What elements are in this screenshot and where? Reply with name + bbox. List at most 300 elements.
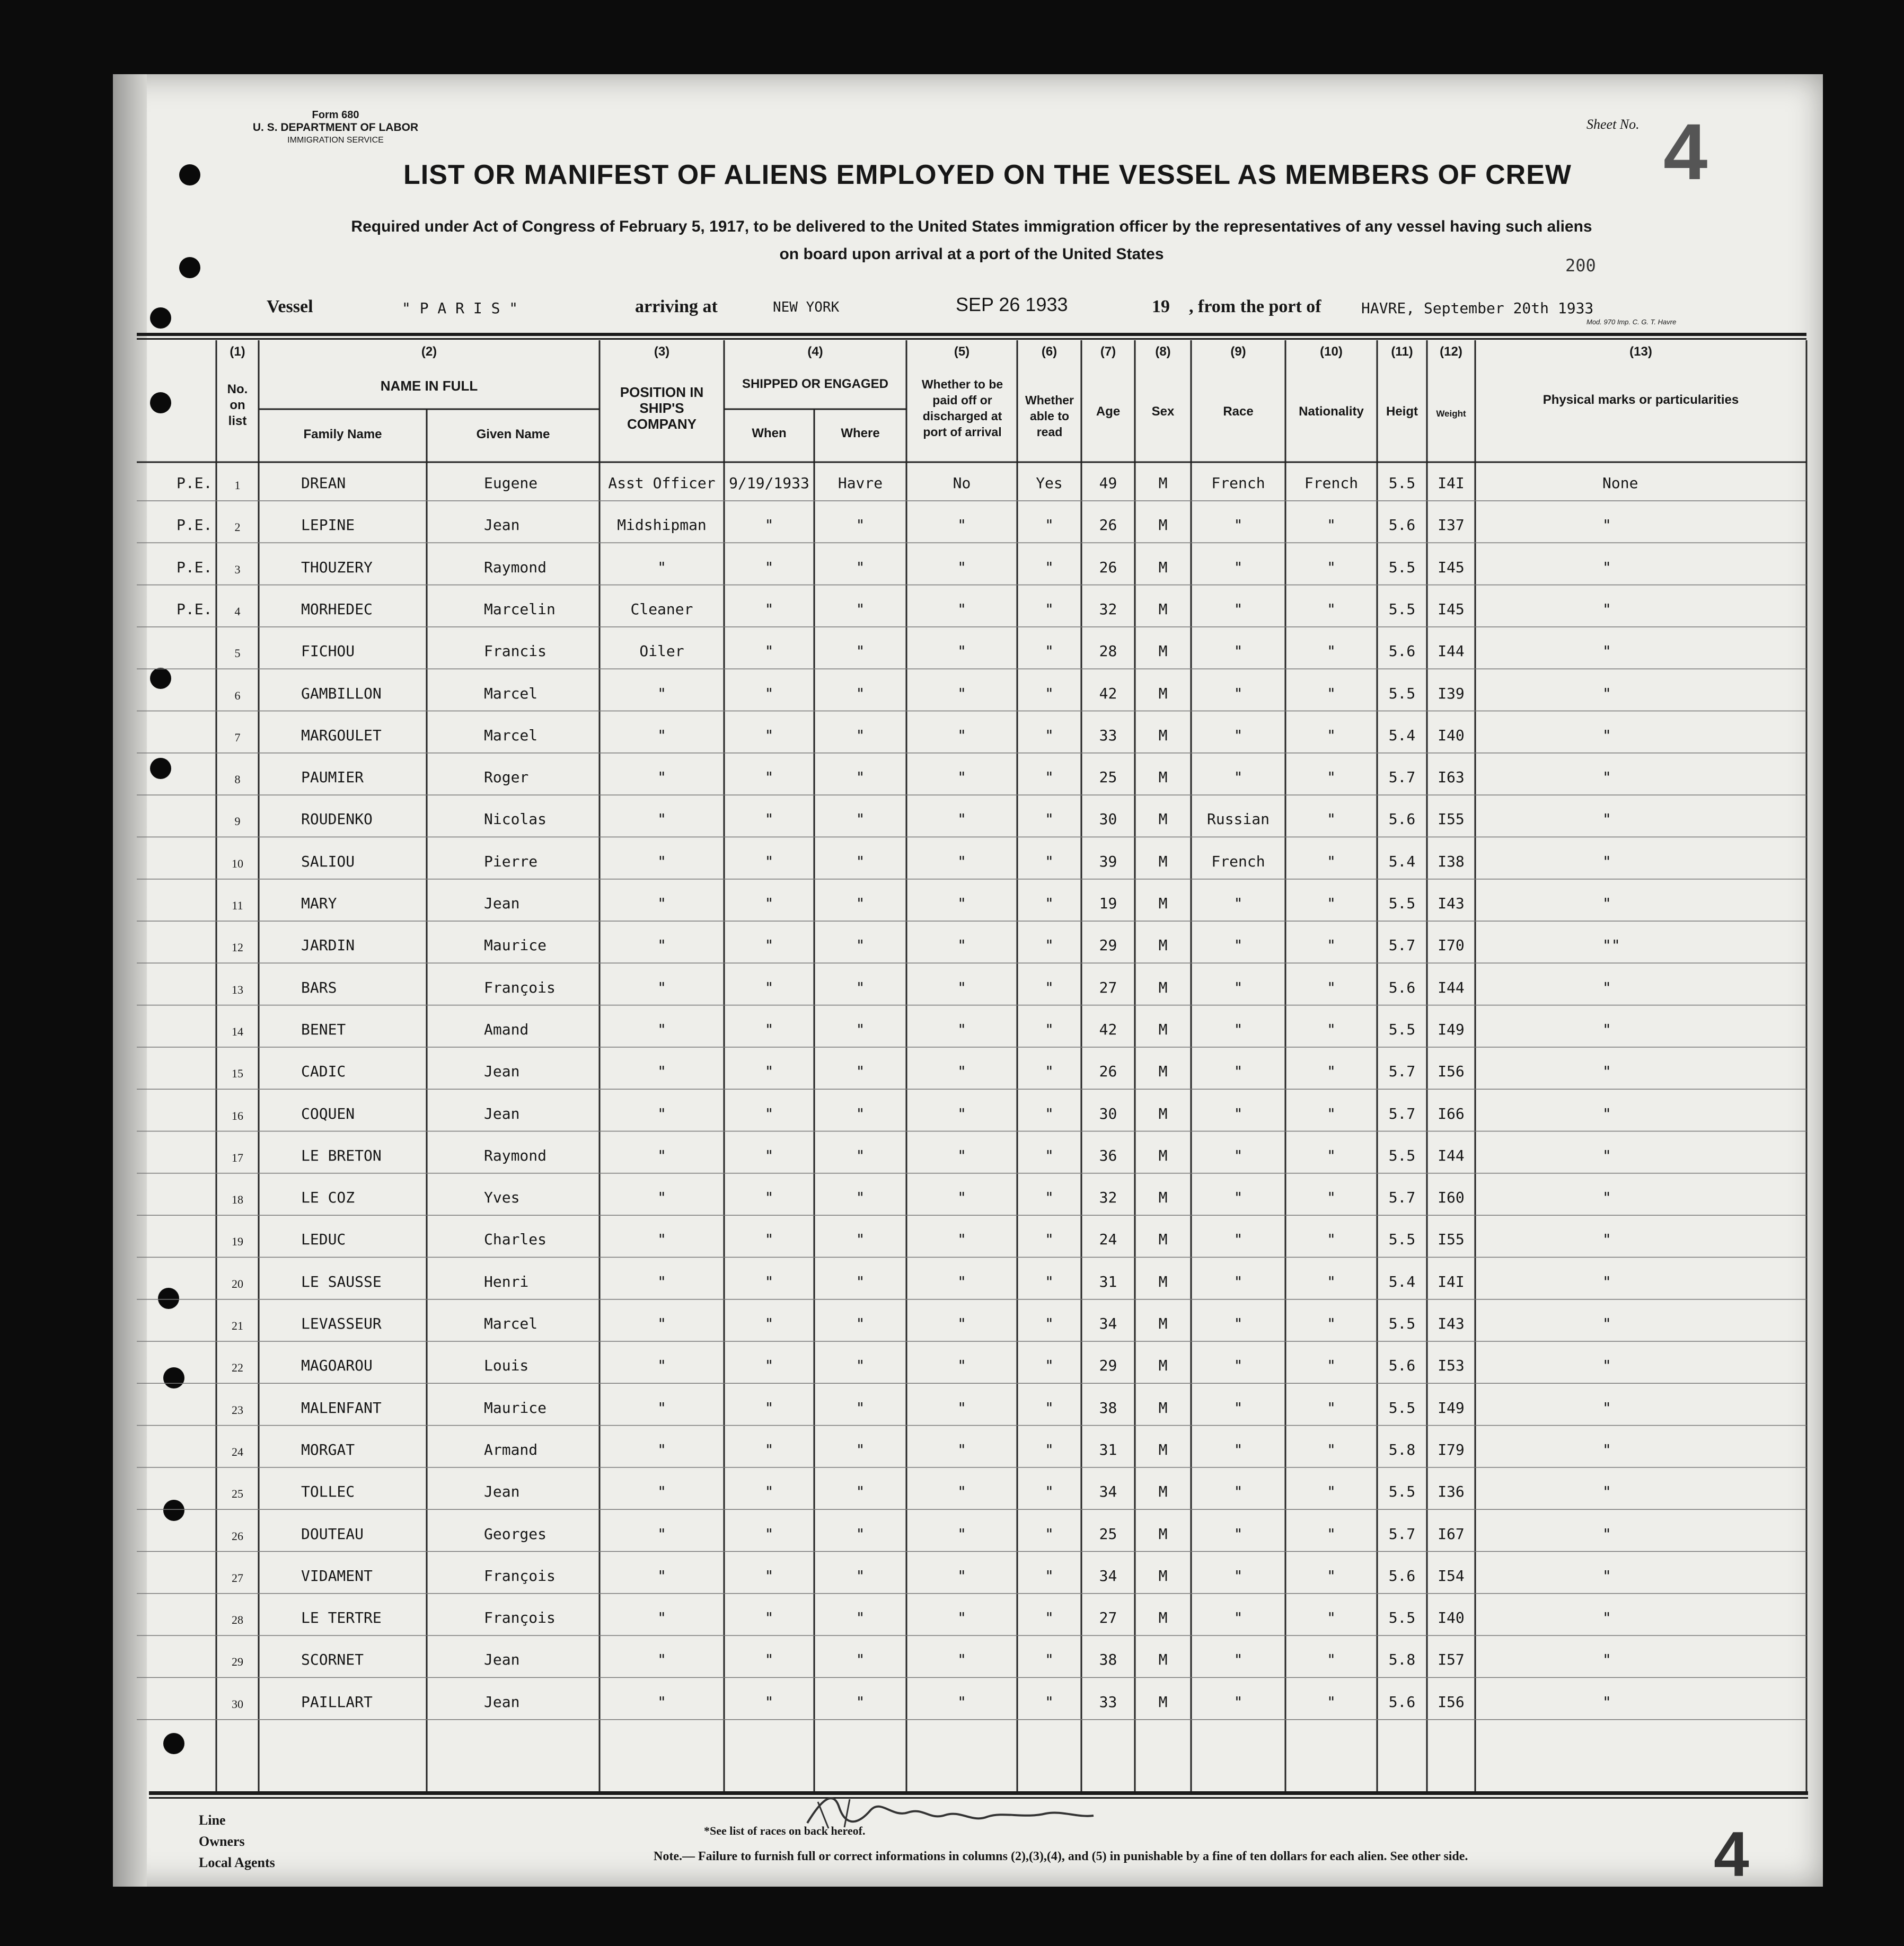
- year-label: 19: [1152, 297, 1170, 316]
- col5-header: Whether to be paid off or discharged at port of arrival: [921, 377, 1003, 439]
- physical-marks-cell: ": [1602, 1063, 1611, 1081]
- physical-marks-cell: ": [1602, 642, 1611, 660]
- col12-number: (12): [1440, 344, 1462, 359]
- col11-number: (11): [1391, 344, 1413, 359]
- position-cell: ": [657, 1063, 666, 1081]
- shipped-when-cell: ": [764, 1651, 774, 1669]
- row-number: 20: [232, 1277, 243, 1290]
- race-cell: ": [1233, 1063, 1243, 1081]
- physical-marks-cell: ": [1602, 1357, 1611, 1375]
- physical-marks-cell: ": [1602, 684, 1611, 702]
- able-to-read-cell: ": [1045, 1357, 1054, 1375]
- weight-cell: I53: [1438, 1357, 1465, 1375]
- mod-line: Mod. 970 Imp. C. G. T. Havre: [1586, 318, 1677, 326]
- paid-off-cell: ": [957, 642, 966, 660]
- subtitle-line-1: Required under Act of Congress of February 5, 1917, to be delivered to the United States immigration officer by the representatives of any vessel having such aliens: [351, 218, 1592, 235]
- arrival-date-stamp: SEP 26 1933: [956, 294, 1068, 315]
- sex-cell: M: [1158, 768, 1168, 786]
- race-cell: ": [1233, 895, 1243, 912]
- nationality-cell: ": [1327, 1483, 1336, 1501]
- able-to-read-cell: ": [1045, 1315, 1054, 1332]
- row-number: 9: [234, 815, 241, 828]
- shipped-when-cell: ": [764, 1104, 774, 1122]
- physical-marks-cell: ": [1602, 768, 1611, 786]
- physical-marks-cell: ": [1602, 852, 1611, 870]
- paid-off-cell: ": [957, 1693, 966, 1711]
- paid-off-cell: ": [957, 1063, 966, 1081]
- family-name-cell: PAUMIER: [301, 768, 364, 786]
- shipped-where-cell: ": [856, 684, 865, 702]
- col6-number: (6): [1041, 344, 1057, 359]
- shipped-when-cell: ": [764, 1063, 774, 1081]
- shipped-when-cell: ": [764, 1440, 774, 1458]
- sex-cell: M: [1158, 1525, 1168, 1543]
- pe-mark: P.E.: [177, 600, 213, 618]
- age-cell: 34: [1099, 1483, 1117, 1501]
- age-cell: 32: [1099, 600, 1117, 618]
- able-to-read-cell: ": [1045, 810, 1054, 828]
- position-cell: ": [657, 1440, 666, 1458]
- given-name-cell: Pierre: [484, 852, 538, 870]
- weight-cell: I63: [1438, 768, 1465, 786]
- height-cell: 5.6: [1388, 516, 1416, 534]
- shipped-when-cell: ": [764, 1357, 774, 1375]
- paid-off-cell: ": [957, 1440, 966, 1458]
- physical-marks-cell: "": [1602, 936, 1620, 954]
- able-to-read-cell: ": [1045, 516, 1054, 534]
- shipped-where-cell: ": [856, 1567, 865, 1585]
- sex-cell: M: [1158, 642, 1168, 660]
- row-number: 1: [234, 479, 241, 492]
- position-cell: ": [657, 1189, 666, 1207]
- family-name-cell: BENET: [301, 1020, 346, 1038]
- race-cell: ": [1233, 1525, 1243, 1543]
- paid-off-cell: ": [957, 1231, 966, 1249]
- shipped-where-cell: ": [856, 726, 865, 744]
- nationality-cell: ": [1327, 1104, 1336, 1122]
- position-cell: ": [657, 726, 666, 744]
- paid-off-cell: No: [953, 474, 971, 492]
- race-cell: ": [1233, 1693, 1243, 1711]
- shipped-where-cell: ": [856, 1651, 865, 1669]
- height-cell: 5.5: [1388, 1231, 1416, 1249]
- shipped-when-cell: ": [764, 1567, 774, 1585]
- family-name-cell: LEDUC: [301, 1231, 346, 1249]
- family-name-cell: LEPINE: [301, 516, 355, 534]
- shipped-where-cell: ": [856, 1440, 865, 1458]
- given-name-cell: Raymond: [484, 558, 547, 576]
- family-name-cell: MARGOULET: [301, 726, 382, 744]
- family-name-cell: SCORNET: [301, 1651, 364, 1669]
- family-name-cell: BARS: [301, 978, 337, 996]
- manifest-title: LIST OR MANIFEST OF ALIENS EMPLOYED ON THE VESSEL AS MEMBERS OF CREW: [403, 160, 1572, 190]
- able-to-read-cell: ": [1045, 768, 1054, 786]
- age-cell: 31: [1099, 1272, 1117, 1290]
- nationality-cell: ": [1327, 978, 1336, 996]
- age-cell: 27: [1099, 978, 1117, 996]
- weight-cell: I56: [1438, 1693, 1465, 1711]
- given-name-cell: Louis: [484, 1357, 529, 1375]
- row-number: 15: [232, 1067, 243, 1081]
- paid-off-cell: ": [957, 1525, 966, 1543]
- race-cell: ": [1233, 642, 1243, 660]
- family-name-cell: JARDIN: [301, 936, 355, 954]
- physical-marks-cell: ": [1602, 1651, 1611, 1669]
- paid-off-cell: ": [957, 1020, 966, 1038]
- shipped-when-cell: ": [764, 810, 774, 828]
- able-to-read-cell: ": [1045, 1104, 1054, 1122]
- age-cell: 30: [1099, 1104, 1117, 1122]
- paid-off-cell: ": [957, 516, 966, 534]
- height-cell: 5.7: [1388, 1525, 1416, 1543]
- col11-header: Heigt: [1386, 404, 1418, 419]
- given-name-cell: Marcel: [484, 684, 538, 702]
- shipped-when-cell: ": [764, 1483, 774, 1501]
- races-note: *See list of races on back hereof.: [704, 1824, 866, 1837]
- physical-marks-cell: ": [1602, 1231, 1611, 1249]
- sex-cell: M: [1158, 600, 1168, 618]
- age-cell: 27: [1099, 1609, 1117, 1627]
- family-name-header: Family Name: [303, 427, 382, 441]
- given-name-cell: Georges: [484, 1525, 547, 1543]
- shipped-when-cell: ": [764, 1020, 774, 1038]
- vessel-name: " P A R I S ": [402, 299, 518, 317]
- nationality-cell: ": [1327, 726, 1336, 744]
- position-cell: ": [657, 1651, 666, 1669]
- nationality-cell: ": [1327, 558, 1336, 576]
- col12-header: Weight: [1436, 409, 1466, 419]
- given-name-cell: Maurice: [484, 936, 547, 954]
- age-cell: 26: [1099, 516, 1117, 534]
- given-name-cell: François: [484, 978, 556, 996]
- nationality-cell: ": [1327, 852, 1336, 870]
- able-to-read-cell: ": [1045, 1146, 1054, 1164]
- age-cell: 42: [1099, 1020, 1117, 1038]
- race-cell: ": [1233, 726, 1243, 744]
- given-name-cell: François: [484, 1567, 556, 1585]
- age-cell: 30: [1099, 810, 1117, 828]
- family-name-cell: ROUDENKO: [301, 810, 373, 828]
- row-number: 16: [232, 1109, 243, 1122]
- col3-number: (3): [654, 344, 670, 359]
- age-cell: 32: [1099, 1189, 1117, 1207]
- given-name-cell: François: [484, 1609, 556, 1627]
- position-cell: ": [657, 558, 666, 576]
- physical-marks-cell: ": [1602, 1315, 1611, 1332]
- sex-cell: M: [1158, 936, 1168, 954]
- shipped-when-cell: ": [764, 1399, 774, 1417]
- weight-cell: I79: [1438, 1440, 1465, 1458]
- local-agents-label: Local Agents: [199, 1855, 275, 1870]
- position-cell: Midshipman: [617, 516, 707, 534]
- service-name: IMMIGRATION SERVICE: [287, 136, 384, 145]
- penalty-note: Note.— Failure to furnish full or correct informations in columns (2),(3),(4), and (5) in punishable by a fine of ten dollars for each alien. See other side.: [654, 1850, 1468, 1863]
- position-cell: ": [657, 810, 666, 828]
- col7-number: (7): [1100, 344, 1116, 359]
- race-cell: French: [1211, 474, 1265, 492]
- able-to-read-cell: ": [1045, 936, 1054, 954]
- owners-label: Owners: [199, 1834, 245, 1849]
- nationality-cell: ": [1327, 600, 1336, 618]
- height-cell: 5.6: [1388, 978, 1416, 996]
- col2-number: (2): [421, 344, 437, 359]
- from-port: HAVRE, September 20th 1933: [1361, 299, 1594, 317]
- shipped-where-cell: ": [856, 1146, 865, 1164]
- family-name-cell: LE COZ: [301, 1189, 355, 1207]
- shipped-where-cell: ": [856, 895, 865, 912]
- position-cell: ": [657, 1357, 666, 1375]
- able-to-read-cell: ": [1045, 642, 1054, 660]
- paid-off-cell: ": [957, 1272, 966, 1290]
- family-name-cell: COQUEN: [301, 1104, 355, 1122]
- weight-cell: I36: [1438, 1483, 1465, 1501]
- col9-number: (9): [1230, 344, 1246, 359]
- shipped-where-cell: ": [856, 558, 865, 576]
- race-cell: French: [1211, 852, 1265, 870]
- sex-cell: M: [1158, 810, 1168, 828]
- physical-marks-cell: ": [1602, 1525, 1611, 1543]
- able-to-read-cell: ": [1045, 1272, 1054, 1290]
- paid-off-cell: ": [957, 978, 966, 996]
- form-number: Form 680: [312, 109, 359, 121]
- family-name-cell: SALIOU: [301, 852, 355, 870]
- height-cell: 5.5: [1388, 1609, 1416, 1627]
- subtitle-line-2: on board upon arrival at a port of the United States: [779, 245, 1164, 263]
- able-to-read-cell: ": [1045, 978, 1054, 996]
- col1-number: (1): [230, 344, 245, 359]
- row-number: 10: [232, 856, 243, 870]
- physical-marks-cell: ": [1602, 1693, 1611, 1711]
- given-name-cell: Jean: [484, 1104, 520, 1122]
- weight-cell: I44: [1438, 978, 1465, 996]
- given-name-cell: Amand: [484, 1020, 529, 1038]
- paid-off-cell: ": [957, 558, 966, 576]
- row-number: 21: [232, 1319, 243, 1332]
- weight-cell: I45: [1438, 600, 1465, 618]
- paid-off-cell: ": [957, 895, 966, 912]
- age-cell: 24: [1099, 1231, 1117, 1249]
- sex-cell: M: [1158, 1146, 1168, 1164]
- shipped-when-cell: ": [764, 516, 774, 534]
- row-number: 24: [232, 1445, 243, 1458]
- position-cell: ": [657, 1399, 666, 1417]
- row-number: 23: [232, 1403, 243, 1417]
- position-cell: Oiler: [639, 642, 684, 660]
- paid-off-cell: ": [957, 1609, 966, 1627]
- family-name-cell: TOLLEC: [301, 1483, 355, 1501]
- able-to-read-cell: ": [1045, 726, 1054, 744]
- row-number: 2: [234, 520, 241, 534]
- able-to-read-cell: ": [1045, 1693, 1054, 1711]
- able-to-read-cell: ": [1045, 1189, 1054, 1207]
- officer-signature: [802, 1791, 1099, 1834]
- nationality-cell: ": [1327, 1272, 1336, 1290]
- row-number: 28: [232, 1613, 243, 1627]
- position-cell: ": [657, 684, 666, 702]
- paid-off-cell: ": [957, 1104, 966, 1122]
- paid-off-cell: ": [957, 1315, 966, 1332]
- age-cell: 26: [1099, 558, 1117, 576]
- row-number: 14: [232, 1024, 243, 1038]
- row-number: 7: [234, 730, 241, 744]
- physical-marks-cell: ": [1602, 726, 1611, 744]
- shipped-where-cell: ": [856, 1693, 865, 1711]
- position-cell: ": [657, 936, 666, 954]
- given-name-cell: Jean: [484, 1693, 520, 1711]
- weight-cell: I70: [1438, 936, 1465, 954]
- row-number: 26: [232, 1529, 243, 1543]
- age-cell: 26: [1099, 1063, 1117, 1081]
- age-cell: 34: [1099, 1315, 1117, 1332]
- sex-cell: M: [1158, 895, 1168, 912]
- position-cell: Cleaner: [630, 600, 693, 618]
- position-cell: ": [657, 1567, 666, 1585]
- sex-cell: M: [1158, 978, 1168, 996]
- weight-cell: I44: [1438, 1146, 1465, 1164]
- given-name-cell: Charles: [484, 1231, 547, 1249]
- shipped-when-cell: ": [764, 1272, 774, 1290]
- nationality-cell: ": [1327, 768, 1336, 786]
- position-cell: ": [657, 852, 666, 870]
- position-cell: ": [657, 1693, 666, 1711]
- pe-mark: P.E.: [177, 558, 213, 576]
- height-cell: 5.6: [1388, 810, 1416, 828]
- col13-header: Physical marks or particularities: [1542, 393, 1739, 407]
- family-name-cell: MAGOAROU: [301, 1357, 373, 1375]
- stamp-number: 200: [1565, 255, 1596, 276]
- able-to-read-cell: ": [1045, 852, 1054, 870]
- nationality-cell: ": [1327, 684, 1336, 702]
- weight-cell: I43: [1438, 895, 1465, 912]
- family-name-cell: MALENFANT: [301, 1399, 382, 1417]
- paid-off-cell: ": [957, 768, 966, 786]
- able-to-read-cell: ": [1045, 1567, 1054, 1585]
- nationality-cell: ": [1327, 1399, 1336, 1417]
- weight-cell: I49: [1438, 1020, 1465, 1038]
- nationality-cell: ": [1327, 810, 1336, 828]
- pe-mark: P.E.: [177, 474, 213, 492]
- shipped-where-cell: Havre: [838, 474, 883, 492]
- weight-cell: I55: [1438, 810, 1465, 828]
- paid-off-cell: ": [957, 810, 966, 828]
- family-name-cell: DREAN: [301, 474, 346, 492]
- given-name-cell: Raymond: [484, 1146, 547, 1164]
- physical-marks-cell: ": [1602, 1272, 1611, 1290]
- crew-rows: [113, 74, 1823, 1887]
- height-cell: 5.7: [1388, 768, 1416, 786]
- family-name-cell: GAMBILLON: [301, 684, 382, 702]
- family-name-cell: DOUTEAU: [301, 1525, 364, 1543]
- arriving-label: arriving at: [635, 297, 718, 316]
- sex-cell: M: [1158, 1567, 1168, 1585]
- given-name-cell: Eugene: [484, 474, 538, 492]
- sex-cell: M: [1158, 1020, 1168, 1038]
- position-cell: ": [657, 1609, 666, 1627]
- height-cell: 5.5: [1388, 895, 1416, 912]
- given-name-header: Given Name: [476, 427, 550, 441]
- race-cell: ": [1233, 1567, 1243, 1585]
- paid-off-cell: ": [957, 1567, 966, 1585]
- sex-cell: M: [1158, 1189, 1168, 1207]
- row-number: 11: [232, 899, 243, 912]
- paid-off-cell: ": [957, 1189, 966, 1207]
- race-cell: ": [1233, 978, 1243, 996]
- given-name-cell: Jean: [484, 1651, 520, 1669]
- sex-cell: M: [1158, 1651, 1168, 1669]
- position-cell: ": [657, 978, 666, 996]
- height-cell: 5.7: [1388, 1104, 1416, 1122]
- position-cell: ": [657, 1272, 666, 1290]
- race-cell: ": [1233, 1399, 1243, 1417]
- nationality-cell: ": [1327, 1063, 1336, 1081]
- able-to-read-cell: ": [1045, 895, 1054, 912]
- row-number: 19: [232, 1235, 243, 1249]
- physical-marks-cell: ": [1602, 1440, 1611, 1458]
- row-number: 13: [232, 983, 243, 996]
- shipped-where-cell: ": [856, 1063, 865, 1081]
- nationality-cell: ": [1327, 1146, 1336, 1164]
- age-cell: 34: [1099, 1567, 1117, 1585]
- shipped-when-cell: ": [764, 1609, 774, 1627]
- race-cell: ": [1233, 936, 1243, 954]
- shipped-where-cell: ": [856, 1315, 865, 1332]
- age-cell: 38: [1099, 1399, 1117, 1417]
- shipped-when-cell: ": [764, 1315, 774, 1332]
- row-number: 6: [234, 688, 241, 702]
- position-cell: ": [657, 768, 666, 786]
- col4-header: SHIPPED OR ENGAGED: [742, 377, 889, 391]
- given-name-cell: Francis: [484, 642, 547, 660]
- row-number: 4: [234, 604, 241, 618]
- physical-marks-cell: ": [1602, 1567, 1611, 1585]
- physical-marks-cell: ": [1602, 895, 1611, 912]
- vessel-label: Vessel: [267, 297, 313, 316]
- row-number: 29: [232, 1655, 243, 1669]
- shipped-when-cell: ": [764, 642, 774, 660]
- weight-cell: I49: [1438, 1399, 1465, 1417]
- weight-cell: I40: [1438, 1609, 1465, 1627]
- sex-cell: M: [1158, 852, 1168, 870]
- position-cell: ": [657, 1315, 666, 1332]
- row-number: 5: [234, 647, 241, 660]
- shipped-where-cell: ": [856, 852, 865, 870]
- position-cell: ": [657, 895, 666, 912]
- position-cell: ": [657, 1231, 666, 1249]
- sheet-label: Sheet No.: [1586, 117, 1639, 132]
- race-cell: ": [1233, 768, 1243, 786]
- paid-off-cell: ": [957, 1483, 966, 1501]
- shipped-where-cell: ": [856, 600, 865, 618]
- row-number: 17: [232, 1151, 243, 1164]
- physical-marks-cell: ": [1602, 558, 1611, 576]
- height-cell: 5.5: [1388, 1315, 1416, 1332]
- height-cell: 5.6: [1388, 1567, 1416, 1585]
- able-to-read-cell: ": [1045, 1483, 1054, 1501]
- shipped-when-cell: ": [764, 1146, 774, 1164]
- height-cell: 5.4: [1388, 1272, 1416, 1290]
- col5-number: (5): [954, 344, 970, 359]
- weight-cell: I37: [1438, 516, 1465, 534]
- shipped-where-cell: ": [856, 810, 865, 828]
- family-name-cell: CADIC: [301, 1063, 346, 1081]
- weight-cell: I4I: [1438, 1272, 1465, 1290]
- physical-marks-cell: ": [1602, 516, 1611, 534]
- position-cell: ": [657, 1104, 666, 1122]
- physical-marks-cell: ": [1602, 1189, 1611, 1207]
- height-cell: 5.8: [1388, 1651, 1416, 1669]
- weight-cell: I45: [1438, 558, 1465, 576]
- shipped-when-cell: ": [764, 1231, 774, 1249]
